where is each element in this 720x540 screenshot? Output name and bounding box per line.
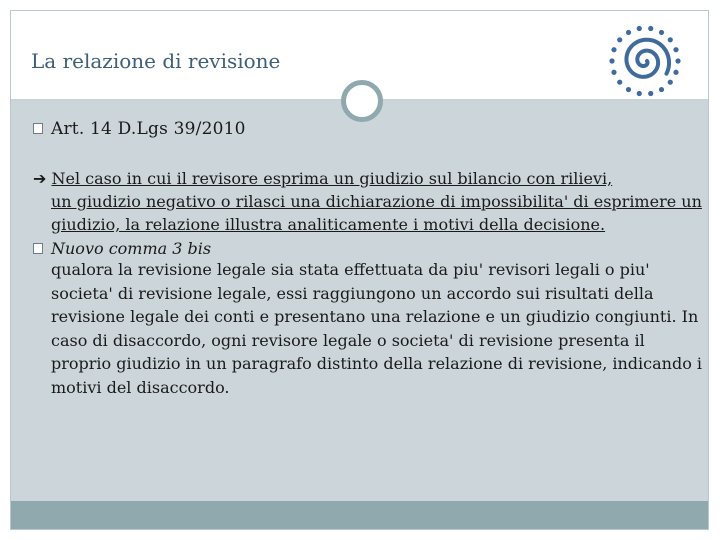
- logo-dot: [668, 37, 673, 42]
- bullet-art-text: Art. 14 D.Lgs 39/2010: [51, 119, 246, 139]
- square-bullet-icon: [33, 123, 43, 134]
- spiral-dots-logo-icon: [607, 23, 683, 99]
- logo-dot: [637, 26, 642, 31]
- logo-spiral: [626, 40, 669, 77]
- bullet-art: [33, 119, 703, 139]
- slide-frame: [10, 10, 709, 530]
- logo-dot: [673, 70, 678, 75]
- logo-dot: [637, 91, 642, 96]
- footer-band: [11, 501, 708, 529]
- logo-dot: [659, 30, 664, 35]
- logo-dot: [611, 70, 616, 75]
- square-bullet-icon: [33, 243, 43, 254]
- arrow-rest-text: un giudizio negativo o rilasci una dichiarazione di impossibilita' di esprimere un giudizio, la relazione illustra analiticamente i motivi della decisione.: [51, 192, 702, 234]
- logo-dot: [659, 87, 664, 92]
- logo-dot: [626, 87, 631, 92]
- logo-dot: [648, 26, 653, 31]
- arrow-first-line: [33, 167, 703, 190]
- slide-title: La relazione di revisione: [31, 49, 281, 73]
- logo-dot: [668, 80, 673, 85]
- logo-dot: [611, 47, 616, 52]
- logo-dot: [648, 91, 653, 96]
- logo-dot: [673, 47, 678, 52]
- comma-paragraph: qualora la revisione legale sia stata effettuata da piu' revisori legali o piu' societa' di revisione legale, essi raggiungono un accordo sui risultati della revisione legale dei conti e presentano una relazione e un giudizio congiunti. In caso di disaccordo, ogni revisore legale o societa' di revisione presenta il proprio giudizio in un paragrafo distinto della relazione di revisione, indicando i motivi del disaccordo.: [51, 260, 703, 397]
- logo-dot: [626, 30, 631, 35]
- arrow-paragraph: [33, 167, 703, 236]
- logo-dot: [675, 58, 680, 63]
- logo-dot: [617, 80, 622, 85]
- arrow-right-icon: ➔: [33, 169, 47, 188]
- bullet-comma-text: Nuovo comma 3 bis: [51, 239, 212, 258]
- bullet-comma: [33, 239, 703, 258]
- logo-dot: [617, 37, 622, 42]
- slide-content: [33, 119, 703, 399]
- logo-dot: [609, 58, 614, 63]
- arrow-first-text: Nel caso in cui il revisore esprima un giudizio sul bilancio con rilievi,: [51, 169, 613, 188]
- circle-ring-ornament-icon: [341, 80, 383, 122]
